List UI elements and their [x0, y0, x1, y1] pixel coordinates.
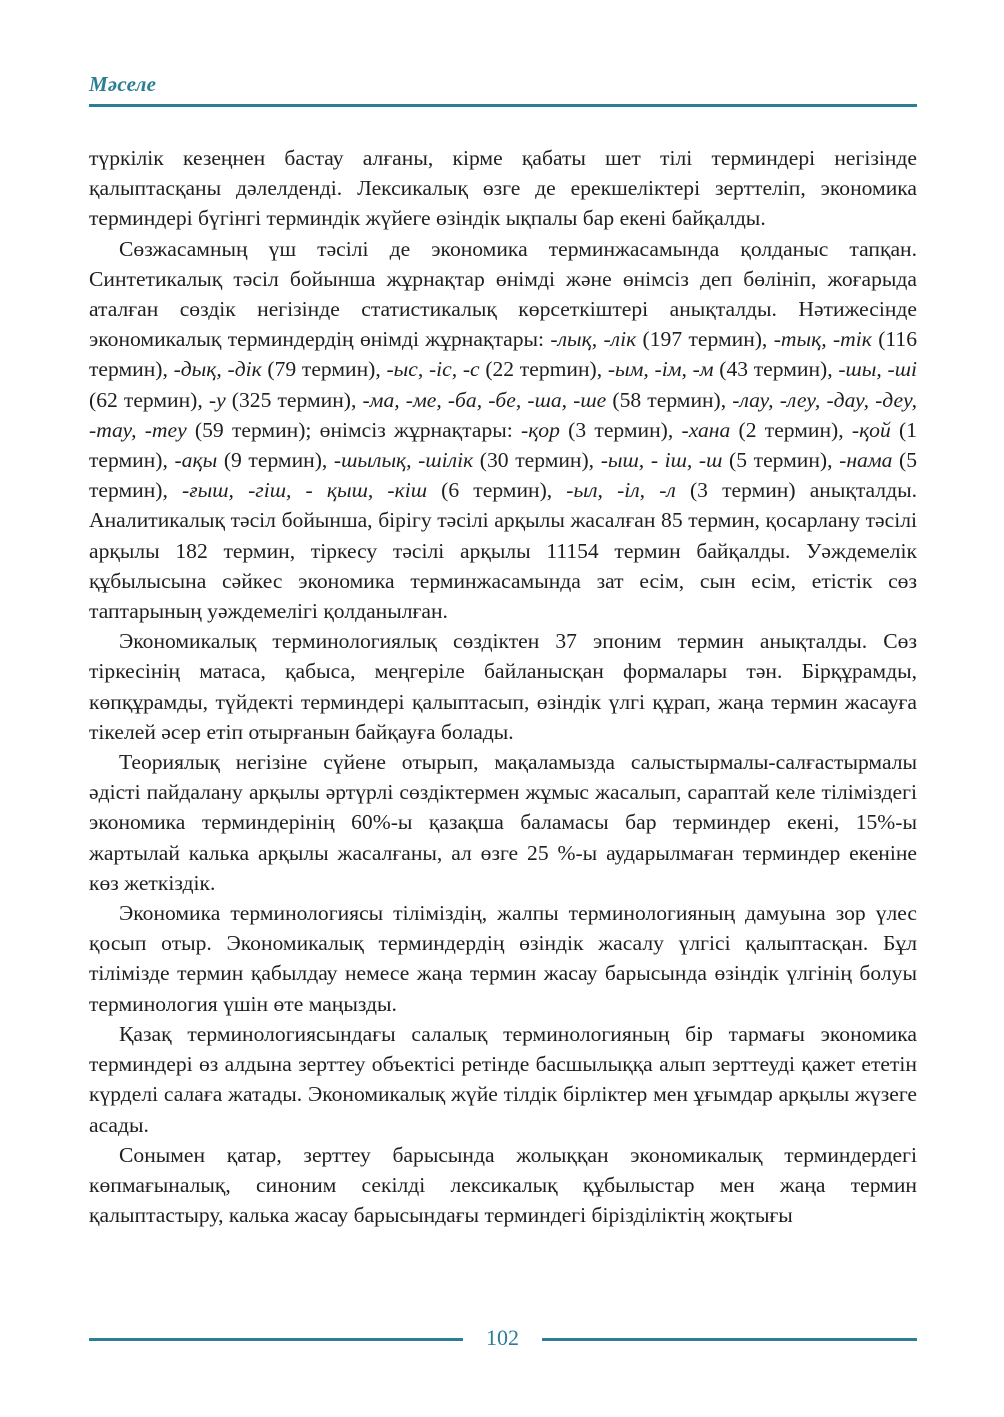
text-run: (325 термин), [225, 387, 363, 412]
suffix-term: -қор [521, 417, 560, 442]
suffix-term: -дық, -дік [173, 357, 262, 382]
text-run: (2 термин), [730, 417, 852, 442]
paragraph-2 [89, 234, 917, 627]
suffix-term: -лық, -лік [550, 327, 637, 352]
paragraph-3 [89, 626, 917, 747]
paragraph-7 [89, 1140, 917, 1231]
paragraph-6 [89, 1019, 917, 1140]
suffix-term: -хана [681, 417, 731, 442]
paragraph-5 [89, 898, 917, 1019]
text-run: (62 термин), [89, 387, 209, 412]
text-run: Экономикалық терминологиялық сөздіктен 37 эпоним термин анықталды. Сөз тіркесінің матаса, қабыса, меңгеріле байланысқан формалары тән. Бірқұрамды, көпқұрамды, түйдекті терминдері қалыптасып, өзіндік үлгі құрап, жаңа термин жасауға тікелей әсер етіп отырғанын байқауға болады. [89, 629, 917, 744]
suffix-term: -ақы [174, 448, 218, 473]
page-number: 102 [486, 1325, 519, 1350]
paragraph-4 [89, 747, 917, 898]
paragraph-1 [89, 143, 917, 234]
suffix-term: -ыл, -іл, -л [566, 478, 676, 503]
text-run: (3 термин), [559, 417, 682, 442]
suffix-term: -ыш, - іш, -ш [600, 448, 723, 473]
running-header-title: Мәселе [89, 72, 157, 96]
text-run: (1 термин), [89, 417, 918, 473]
text-run: Экономика терминологиясы тіліміздің, жалпы терминологияның дамуына зор үлес қосып отыр. Экономикалық терминдердің өзіндік жасалу үлгісі қалыптасқан. Бұл тілімізде термин қабылдау немесе жаңа термин жасау барысында өзіндік үлгінің болуы терминология үшін өте маңызды. [89, 901, 917, 1016]
suffix-term: -ма, -ме, -ба, -бе, -ша, -ше [362, 387, 607, 412]
header-divider [89, 104, 917, 107]
suffix-term: -у [208, 387, 226, 412]
text-run: (58 термин), [606, 387, 733, 412]
text-run: (22 терmин), [479, 357, 608, 382]
suffix-term: -қой [851, 417, 891, 442]
suffix-term: -нама [839, 448, 893, 473]
suffix-term: -шылық, -шілік [333, 448, 474, 473]
text-run: (43 термин), [713, 357, 839, 382]
text-run: (197 термин), [636, 327, 774, 352]
text-run: (116 термин), [89, 327, 917, 382]
text-run: Теориялық негізіне сүйене отырып, мақаламызда салыстырмалы-салғастырмалы әдісті пайдалану арқылы әртүрлі сөздіктермен жұмыс жасалып, сараптай келе тіліміздегі экономика терминдерінің 60%-ы қазақша баламасы бар терминдер екені, 15%-ы жартылай калька арқылы жасалғаны, ал өзге 25 %-ы аударылмаған терминдер екеніне көз жеткіздік. [89, 750, 917, 895]
suffix-term: -ыс, -іс, -с [386, 357, 480, 382]
footer-divider-left [89, 1338, 463, 1341]
text-run: (59 термин); өнімсіз жұрнақтары: [186, 417, 522, 442]
text-run: (9 термин), [217, 448, 334, 473]
suffix-term: -лау, -леу, -дау, -деу, -тау, -теу [89, 387, 917, 442]
suffix-term: -ғыш, -гіш, - қыш, -кіш [182, 478, 428, 503]
text-run: түркілік кезеңнен бастау алғаны, кірме қабаты шет тілі терминдері негізінде қалыптасқаны дәлелденді. Лексикалық өзге де ерекшеліктері зерттеліп, экономика терминдері бүгінгі терминдік жүйеге өзіндік ықпалы бар екені байқалды. [89, 146, 917, 231]
footer-divider-right [542, 1338, 917, 1341]
text-run: Қазақ терминологиясындағы салалық терминологияның бір тармағы экономика терминдері өз алдына зерттеу объектісі ретінде басшылыққа алып зерттеуді қажет ететін күрделі салаға жатады. Экономикалық жүйе тілдік бірліктер мен ұғымдар арқылы жүзеге асады. [89, 1021, 917, 1137]
suffix-term: -ым, -ім, -м [607, 357, 714, 382]
article-body [89, 143, 917, 1230]
text-run: Сонымен қатар, зерттеу барысында жолыққан экономикалық терминдердегі көпмағыналық, синоним секілді лексикалық құбылыстар мен жаңа термин қалыптастыру, калька жасау барысындағы терминдегі бірізділіктің жоқтығы [89, 1142, 917, 1228]
text-run: (79 термин), [261, 357, 387, 382]
suffix-term: -тық, -тік [773, 327, 872, 352]
text-run: (5 термин), [722, 448, 840, 473]
text-run: (30 термин), [473, 448, 601, 473]
text-run: (6 термин), [427, 478, 567, 503]
text-run: Сөзжасамның үш тәсілі де экономика терминжасамында қолданыс тапқан. Синтетикалық тәсіл бойынша жұрнақтар өнімді және өнімсіз деп бөлініп, жоғарыда аталған сөздік негізінде статистикалық көрсеткіштері анықталды. Нәтижесінде экономикалық терминдердің өнімді жұрнақтары: [89, 236, 917, 352]
text-run: (3 термин) анықталды. Аналитикалық тәсіл бойынша, бірігу тәсілі арқылы жасалған 85 термин, қосарлану тәсілі арқылы 182 термин, тіркесу тәсілі арқылы 11154 термин байқалды. Уәждемелік құбылысына сәйкес экономика терминжасамында зат есім, сын есім, етістік сөз таптарының уәждемелігі қолданылған. [89, 478, 917, 624]
text-run: (5 термин), [89, 448, 918, 503]
suffix-term: -шы, -ші [838, 357, 918, 382]
